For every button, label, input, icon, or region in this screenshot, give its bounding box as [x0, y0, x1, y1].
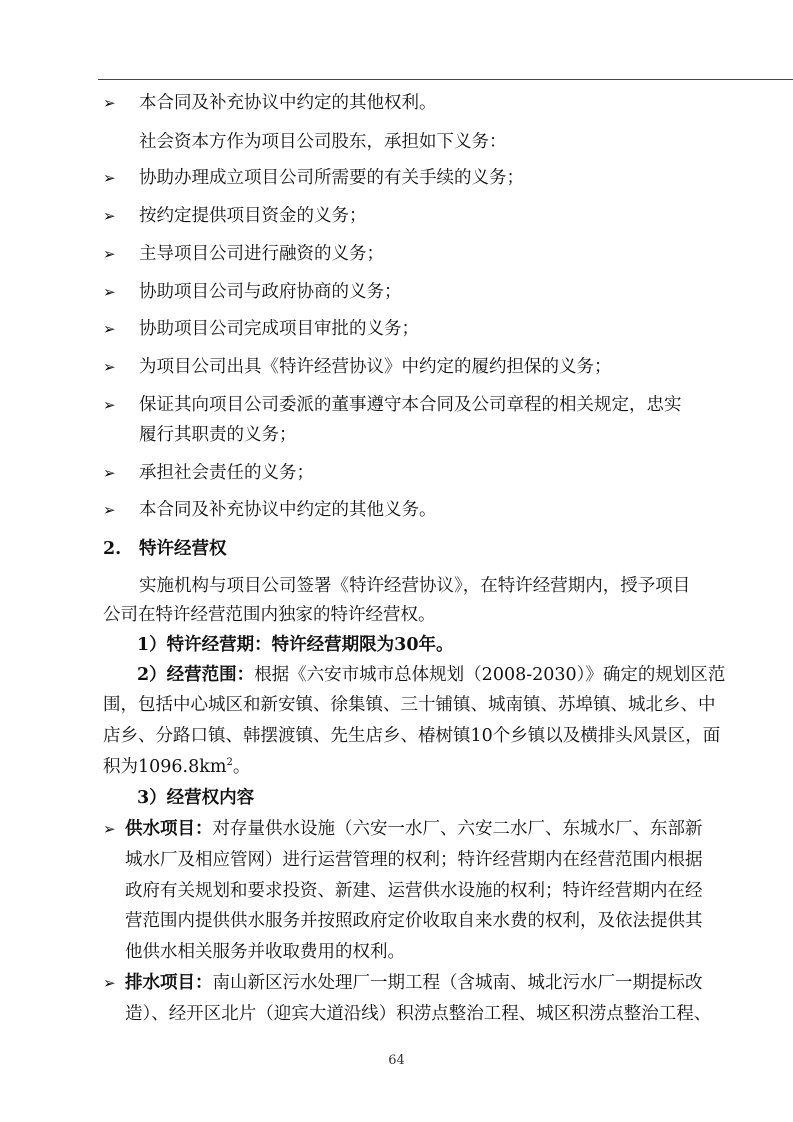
item-scope-line	[137, 664, 725, 686]
area-value: 积为1096.8km	[103, 757, 227, 777]
section-paragraph: 公司在特许经营范围内独家的特许经营权。	[103, 605, 436, 625]
bullet-icon: ➢	[103, 207, 116, 225]
bullet-icon: ➢	[103, 820, 116, 838]
item-rights-content: 3）经营权内容	[137, 788, 255, 808]
duty-item: 本合同及补充协议中约定的其他义务。	[139, 500, 437, 520]
duty-item: 协助项目公司完成项目审批的义务；	[139, 319, 419, 339]
item-scope-label: 2）经营范围：	[137, 665, 255, 685]
section-title: 特许经营权	[139, 539, 227, 559]
water-project-text: 对存量供水设施（六安一水厂、六安二水厂、东城水厂、东部新	[212, 819, 703, 839]
drainage-project-line	[125, 972, 703, 994]
bullet-icon: ➢	[103, 94, 116, 112]
duty-item: 协助项目公司与政府协商的义务；	[139, 282, 402, 302]
area-period: 。	[232, 757, 251, 777]
drainage-project-label: 排水项目：	[125, 973, 213, 993]
duty-item-continuation: 履行其职责的义务；	[139, 425, 297, 445]
area-superscript: 2	[226, 757, 233, 768]
bullet-icon: ➢	[103, 245, 116, 263]
water-project-text: 城水厂及相应管网）进行运营管理的权利；特许经营期内在经营范围内根据	[125, 850, 703, 870]
drainage-project-text: 造）、经开区北片（迎宾大道沿线）积涝点整治工程、城区积涝点整治工程、	[125, 1004, 712, 1024]
bullet-icon: ➢	[103, 974, 116, 992]
duty-item: 按约定提供项目资金的义务；	[139, 206, 367, 226]
rights-tail-item: 本合同及补充协议中约定的其他权利。	[139, 93, 437, 113]
bullet-icon: ➢	[103, 358, 116, 376]
water-project-text: 营范围内提供供水服务并按照政府定价收取自来水费的权利，及依法提供其	[125, 911, 703, 931]
duty-item: 为项目公司出具《特许经营协议》中约定的履约担保的义务；	[139, 357, 612, 377]
item-scope-area	[103, 756, 250, 778]
duty-item: 主导项目公司进行融资的义务；	[139, 244, 384, 264]
bullet-icon: ➢	[103, 501, 116, 519]
duty-item: 保证其向项目公司委派的董事遵守本合同及公司章程的相关规定，忠实	[139, 395, 682, 415]
duty-item: 承担社会责任的义务；	[139, 463, 314, 483]
duty-item: 协助办理成立项目公司所需要的有关手续的义务；	[139, 168, 524, 188]
page-number: 64	[388, 1053, 405, 1068]
item-scope-text: 根据《六安市城市总体规划（2008-2030）》确定的规划区范	[254, 665, 726, 685]
water-project-text: 政府有关规划和要求投资、新建、运营供水设施的权利；特许经营期内在经	[125, 881, 703, 901]
bullet-icon: ➢	[103, 283, 116, 301]
section-paragraph: 实施机构与项目公司签署《特许经营协议》，在特许经营期内，授予项目	[139, 576, 691, 596]
bullet-icon: ➢	[103, 464, 116, 482]
bullet-icon: ➢	[103, 396, 116, 414]
bullet-icon: ➢	[103, 169, 116, 187]
water-project-line	[125, 818, 703, 840]
header-rule	[98, 79, 793, 80]
water-project-text: 他供水相关服务并收取费用的权利。	[125, 942, 405, 962]
section-number: 2.	[103, 539, 122, 559]
duties-intro: 社会资本方作为项目公司股东，承担如下义务：	[139, 132, 507, 152]
bullet-icon: ➢	[103, 320, 116, 338]
item-franchise-period: 1）特许经营期：特许经营期限为30年。	[137, 635, 454, 655]
drainage-project-text: 南山新区污水处理厂一期工程（含城南、城北污水厂一期提标改	[212, 973, 703, 993]
water-project-label: 供水项目：	[125, 819, 213, 839]
item-scope-text: 围，包括中心城区和新安镇、徐集镇、三十铺镇、城南镇、苏埠镇、城北乡、中	[103, 695, 716, 715]
item-scope-text: 店乡、分路口镇、韩摆渡镇、先生店乡、椿树镇10个乡镇以及横排头风景区，面	[103, 726, 721, 746]
